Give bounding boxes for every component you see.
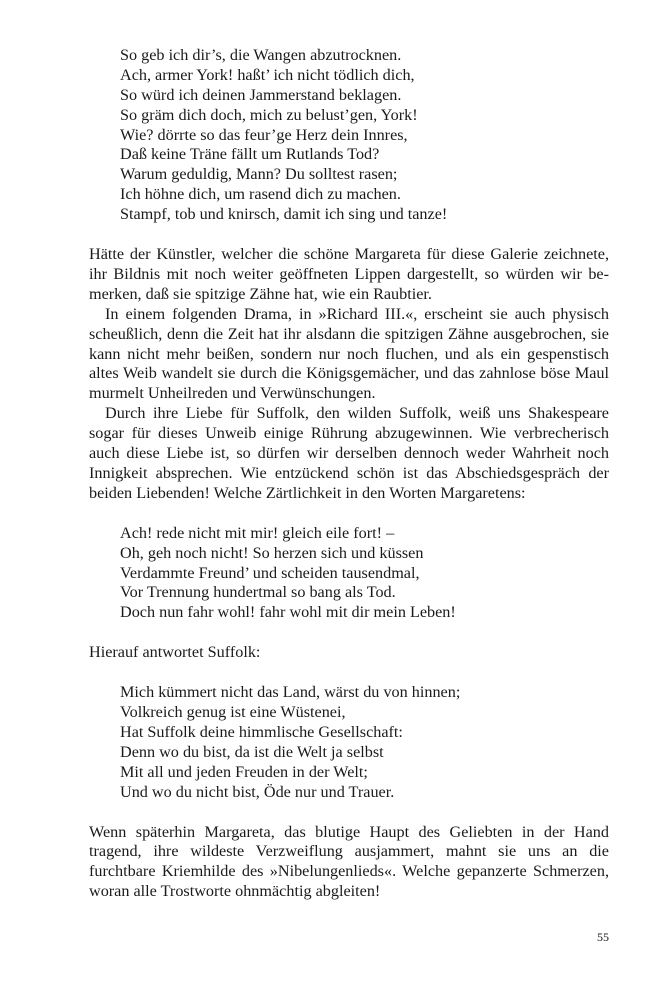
page-number: 55 [597, 930, 609, 944]
verse-line: Ich höhne dich, um rasend dich zu machen. [120, 185, 401, 204]
prose-block-1 [89, 245, 609, 504]
verse-line: Und wo du nicht bist, Öde nur und Trauer. [120, 782, 395, 801]
paragraph: Hierauf antwortet Suffolk: [89, 643, 261, 662]
verse-line: Daß keine Träne fällt um Rutlands Tod? [120, 145, 380, 164]
verse-line: Wie? dörrte so das feur’ge Herz dein Innres, [120, 125, 408, 144]
verse-line: So würd ich deinen Jammerstand beklagen. [120, 85, 402, 104]
verse-block-1 [120, 46, 609, 225]
verse-line: Ach! rede nicht mit mir! gleich eile fort! – [120, 523, 395, 542]
verse-line: Ach, armer York! haßt’ ich nicht tödlich dich, [120, 65, 415, 84]
verse-line: Vor Trennung hundertmal so bang als Tod. [120, 583, 396, 602]
verse-block-2 [120, 524, 609, 623]
verse-line: Stampf, tob und knirsch, damit ich sing und tanze! [120, 205, 448, 224]
paragraph: Durch ihre Liebe für Suffolk, den wilden Suffolk, weiß uns Shakespeare sogar für dieses Unweib einige Rührung abzugewinnen. Wie verbrecherisch auch diese Liebe ist, so dürfen wir derselben dennoch weder Wahrheit noch Innigkeit absprechen. Wie entzückend schön ist das Abschiedsgespräch der beiden Liebenden! Welche Zärtlichkeit in den Worten Margaretens: [89, 404, 609, 502]
prose-block-3 [89, 823, 609, 903]
paragraph: Wenn späterhin Margareta, das blutige Haupt des Geliebten in der Hand tragend, ihre wildeste Verzweiflung ausjammert, mahnt sie uns an die furchtbare Kriemhilde des »Nibelungenlieds«. Welche gepanzerte Schmerzen, woran alle Trostworte ohnmächtig abgleiten! [89, 822, 609, 901]
verse-line: Mit all und jeden Freuden in der Welt; [120, 762, 368, 781]
verse-line: Warum geduldig, Mann? Du solltest rasen; [120, 165, 398, 184]
verse-line: Verdammte Freund’ und scheiden tausendmal, [120, 563, 420, 582]
verse-line: Hat Suffolk deine himmlische Gesellschaft: [120, 722, 403, 741]
verse-line: So gräm dich doch, mich zu belust’gen, York! [120, 105, 418, 124]
verse-line: Oh, geh noch nicht! So herzen sich und küssen [120, 543, 424, 562]
prose-block-2 [89, 643, 609, 663]
verse-line: Doch nun fahr wohl! fahr wohl mit dir mein Leben! [120, 603, 456, 622]
page-body [89, 46, 609, 902]
paragraph: In einem folgenden Drama, in »Richard III.«, erscheint sie auch physisch scheußlich, denn die Zeit hat ihr alsdann die spitzigen Zähne ausgebrochen, sie kann nicht mehr beißen, sondern nur noch fluchen, und als ein gespenstisch altes Weib wandelt sie durch die Königsgemächer, und das zahnlose böse Maul murmelt Unheilreden und Verwünschungen. [89, 304, 609, 403]
paragraph: Hätte der Künstler, welcher die schöne Margareta für diese Galerie zeichnete, ihr Bildnis mit noch weiter geöffneten Lippen dargestellt, so würden wir bemerken, daß sie spitzige Zähne hat, wie ein Raubtier. [89, 245, 609, 303]
verse-line: Volkreich genug ist eine Wüstenei, [120, 703, 346, 722]
verse-line: So geb ich dir’s, die Wangen abzutrocknen. [120, 46, 402, 64]
verse-block-3 [120, 683, 609, 802]
verse-line: Mich kümmert nicht das Land, wärst du von hinnen; [120, 683, 461, 702]
verse-line: Denn wo du bist, da ist die Welt ja selbst [120, 742, 384, 761]
